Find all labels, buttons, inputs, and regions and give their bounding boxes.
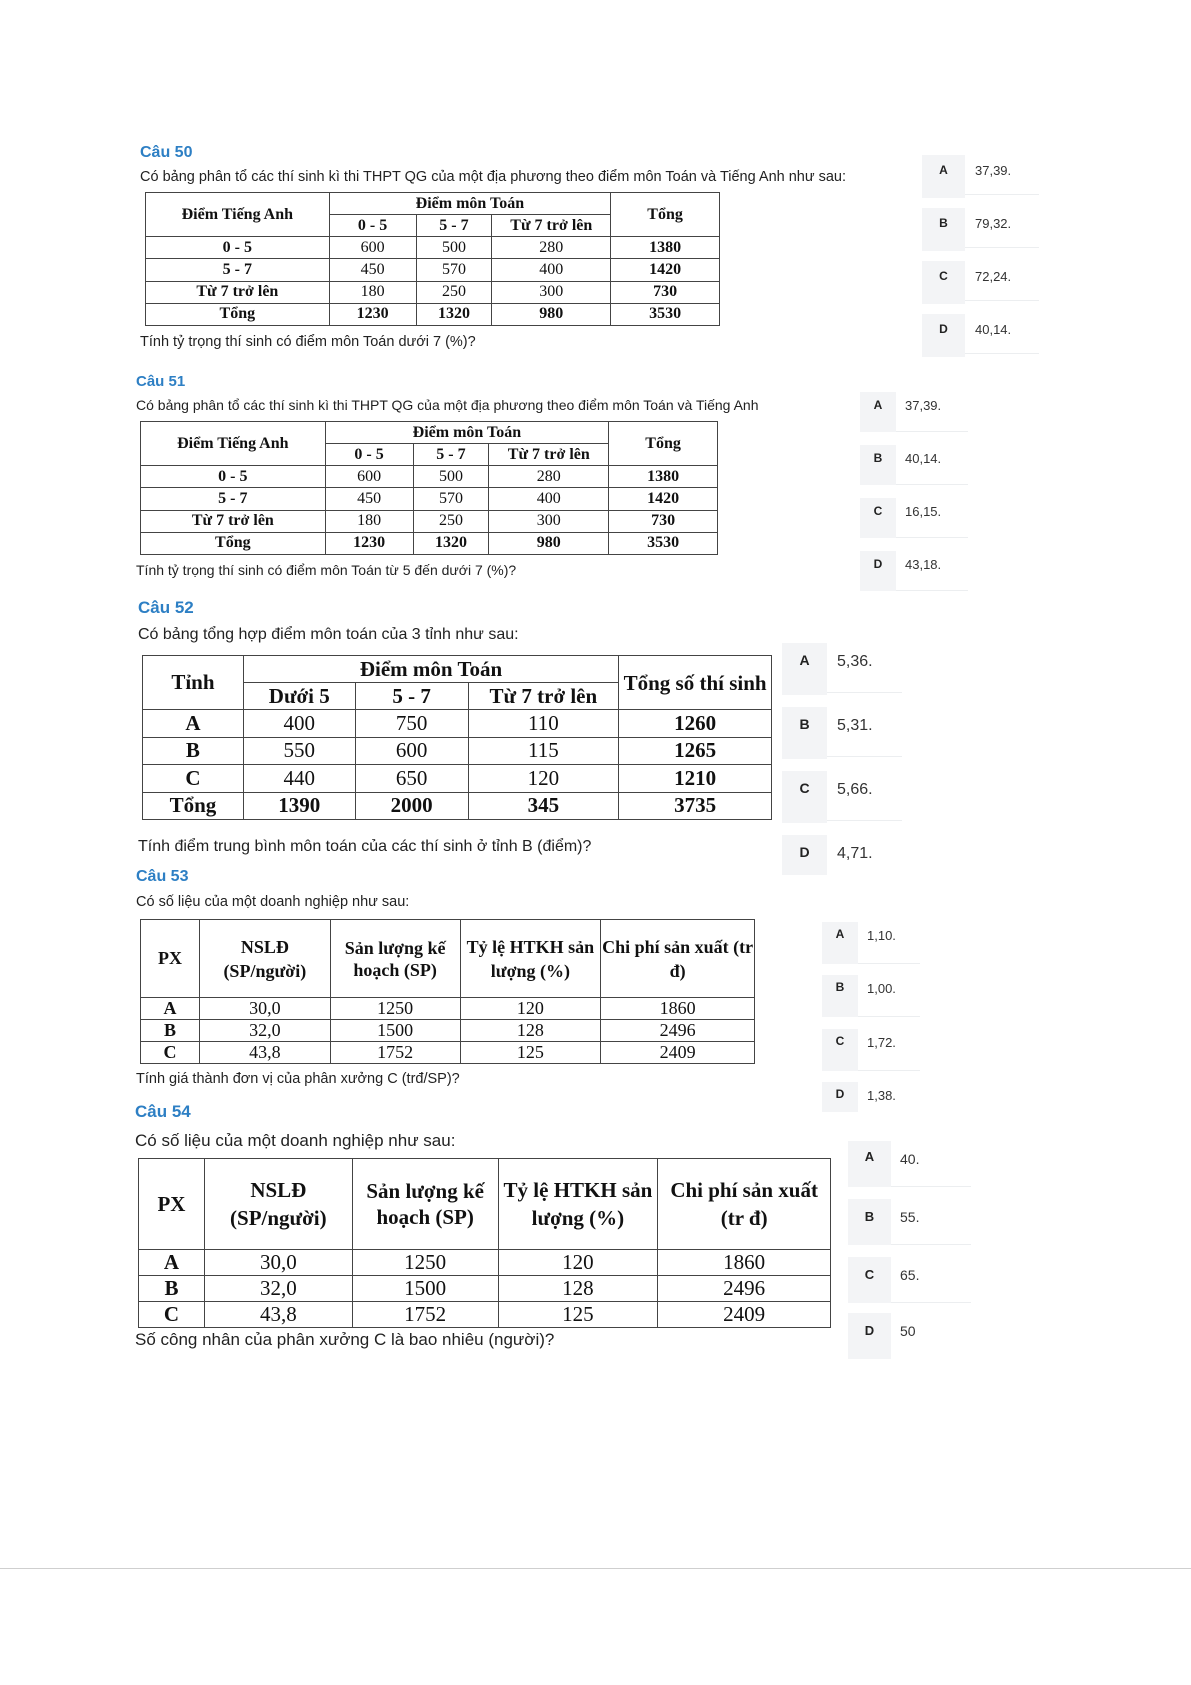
question-intro: Có số liệu của một doanh nghiệp như sau: — [136, 894, 410, 910]
cell: 115 — [468, 737, 619, 765]
table-row — [139, 1302, 831, 1328]
option-a[interactable] — [822, 922, 920, 964]
table-row — [141, 1042, 755, 1064]
cell: 600 — [329, 237, 416, 259]
cell: B — [141, 1020, 200, 1042]
row-header: Tỉnh — [143, 656, 244, 710]
cell: 1265 — [619, 737, 772, 765]
option-a[interactable] — [782, 643, 902, 695]
cell: 980 — [492, 303, 611, 325]
cell: Từ 7 trở lên — [141, 510, 326, 532]
option-d[interactable] — [848, 1313, 971, 1359]
score-distribution-table — [145, 192, 720, 326]
option-label: A — [848, 1141, 891, 1187]
question-prompt: Tính giá thành đơn vị của phân xưởng C (trđ/SP)? — [136, 1071, 460, 1087]
cell: Tổng — [143, 792, 244, 820]
cell: 180 — [329, 281, 416, 303]
cell: 5 - 7 — [141, 488, 326, 510]
cell: 400 — [489, 488, 609, 510]
sub-header: 5 - 7 — [416, 215, 492, 237]
cell: 300 — [489, 510, 609, 532]
cell: 1860 — [601, 998, 755, 1020]
option-label: C — [860, 498, 896, 538]
option-a[interactable] — [848, 1141, 971, 1187]
header-cell: Chi phí sản xuất (tr đ) — [601, 920, 755, 998]
option-label: D — [922, 314, 965, 357]
cell: B — [143, 737, 244, 765]
table-row — [143, 710, 772, 738]
cell: 125 — [498, 1302, 658, 1328]
cell: 120 — [468, 765, 619, 793]
enterprise-data-table — [140, 919, 755, 1064]
cell: 730 — [611, 281, 720, 303]
cell: 30,0 — [204, 1250, 352, 1276]
cell: 32,0 — [204, 1276, 352, 1302]
option-label: B — [822, 975, 858, 1017]
cell: 730 — [609, 510, 718, 532]
cell: 1250 — [330, 998, 460, 1020]
page-divider — [0, 1568, 1191, 1569]
option-d[interactable] — [922, 314, 1039, 357]
cell: 400 — [492, 259, 611, 281]
option-label: A — [922, 155, 965, 198]
option-value: 79,32. — [965, 208, 1039, 248]
cell: A — [141, 998, 200, 1020]
option-label: B — [848, 1199, 891, 1245]
sub-header: Từ 7 trở lên — [492, 215, 611, 237]
cell: 1250 — [352, 1250, 498, 1276]
cell: 300 — [492, 281, 611, 303]
cell: 550 — [243, 737, 355, 765]
table-row — [146, 259, 720, 281]
table-row — [141, 532, 718, 554]
header-cell: Chi phí sản xuất (tr đ) — [658, 1159, 831, 1250]
cell: 1500 — [352, 1276, 498, 1302]
table-row — [141, 510, 718, 532]
header-cell: PX — [141, 920, 200, 998]
cell: 0 - 5 — [141, 466, 326, 488]
cell: 110 — [468, 710, 619, 738]
option-d[interactable] — [782, 835, 902, 875]
row-header: Điểm Tiếng Anh — [146, 193, 330, 237]
option-value: 5,31. — [827, 707, 902, 757]
cell: 980 — [489, 532, 609, 554]
sub-header: Dưới 5 — [243, 683, 355, 710]
option-d[interactable] — [822, 1082, 920, 1112]
cell: 3530 — [609, 532, 718, 554]
cell: 1420 — [611, 259, 720, 281]
option-value: 1,38. — [867, 1088, 896, 1103]
header-cell: Tỷ lệ HTKH sản lượng (%) — [460, 920, 601, 998]
cell: 440 — [243, 765, 355, 793]
cell: 3530 — [611, 303, 720, 325]
cell: 32,0 — [199, 1020, 330, 1042]
cell: Tổng — [141, 532, 326, 554]
option-label: B — [860, 445, 896, 485]
table-row — [146, 281, 720, 303]
header-cell: Sản lượng kế hoạch (SP) — [330, 920, 460, 998]
cell: 128 — [498, 1276, 658, 1302]
option-label: C — [922, 261, 965, 304]
cell: 43,8 — [199, 1042, 330, 1064]
cell: 1230 — [325, 532, 413, 554]
cell: 280 — [489, 466, 609, 488]
cell: 1260 — [619, 710, 772, 738]
total-header: Tổng — [609, 422, 718, 466]
option-value: 16,15. — [896, 498, 968, 538]
cell: 500 — [413, 466, 489, 488]
cell: 2409 — [601, 1042, 755, 1064]
cell: 345 — [468, 792, 619, 820]
option-b[interactable] — [782, 707, 902, 759]
option-label: C — [848, 1257, 891, 1303]
option-c[interactable] — [860, 498, 968, 538]
cell: 120 — [460, 998, 601, 1020]
cell: 1380 — [609, 466, 718, 488]
cell: 570 — [413, 488, 489, 510]
cell: 600 — [355, 737, 468, 765]
cell: 128 — [460, 1020, 601, 1042]
cell: Tổng — [146, 303, 330, 325]
option-value: 65. — [891, 1257, 971, 1303]
question-intro: Có số liệu của một doanh nghiệp như sau: — [135, 1131, 456, 1150]
option-value: 40. — [891, 1141, 971, 1187]
question-intro: Có bảng phân tổ các thí sinh kì thi THPT QG của một địa phương theo điểm môn Toán và Tiếng Anh như sau: — [140, 169, 847, 185]
option-value: 5,66. — [827, 771, 902, 821]
enterprise-data-table — [138, 1158, 831, 1328]
cell: 30,0 — [199, 998, 330, 1020]
option-label: A — [782, 643, 827, 695]
option-d[interactable] — [860, 551, 968, 591]
cell: 1320 — [413, 532, 489, 554]
cell: 2409 — [658, 1302, 831, 1328]
option-value: 72,24. — [965, 261, 1039, 301]
sub-header: Từ 7 trở lên — [489, 444, 609, 466]
table-row — [141, 488, 718, 510]
table-row — [141, 998, 755, 1020]
cell: 1380 — [611, 237, 720, 259]
question-title: Câu 50 — [140, 144, 193, 161]
total-header: Tổng — [611, 193, 720, 237]
table-row — [139, 1276, 831, 1302]
cell: 5 - 7 — [146, 259, 330, 281]
option-value: 1,10. — [858, 922, 920, 964]
option-value: 5,36. — [827, 643, 902, 693]
option-value: 37,39. — [965, 155, 1039, 195]
table-row — [143, 765, 772, 793]
header-cell: NSLĐ (SP/người) — [204, 1159, 352, 1250]
cell: 600 — [325, 466, 413, 488]
option-c[interactable] — [922, 261, 1039, 304]
option-label: D — [860, 551, 896, 591]
cell: 43,8 — [204, 1302, 352, 1328]
question-prompt: Tính điểm trung bình môn toán của các thí sinh ở tỉnh B (điểm)? — [138, 838, 592, 855]
option-label: A — [822, 922, 858, 964]
table-row — [139, 1250, 831, 1276]
option-value: 55. — [891, 1199, 971, 1245]
option-value: 50 — [900, 1323, 916, 1339]
cell: 570 — [416, 259, 492, 281]
cell: B — [139, 1276, 205, 1302]
cell: 250 — [413, 510, 489, 532]
option-label: B — [922, 208, 965, 251]
question-title: Câu 52 — [138, 598, 194, 617]
option-b[interactable] — [822, 975, 920, 1017]
option-value: 40,14. — [965, 314, 1039, 354]
option-c[interactable] — [782, 771, 902, 823]
option-b[interactable] — [860, 445, 968, 485]
option-b[interactable] — [922, 208, 1039, 251]
option-label: C — [822, 1029, 858, 1071]
option-a[interactable] — [922, 155, 1039, 198]
header-cell: Tỷ lệ HTKH sản lượng (%) — [498, 1159, 658, 1250]
cell: 1390 — [243, 792, 355, 820]
option-label: D — [848, 1313, 891, 1359]
cell: 1230 — [329, 303, 416, 325]
total-header: Tổng số thí sinh — [619, 656, 772, 710]
cell: 125 — [460, 1042, 601, 1064]
cell: 0 - 5 — [146, 237, 330, 259]
cell: A — [139, 1250, 205, 1276]
cell: 450 — [325, 488, 413, 510]
option-value: 43,18. — [896, 551, 968, 591]
cell: 400 — [243, 710, 355, 738]
cell: C — [143, 765, 244, 793]
table-row — [143, 737, 772, 765]
cell: 2000 — [355, 792, 468, 820]
cell: Từ 7 trở lên — [146, 281, 330, 303]
cell: 1752 — [352, 1302, 498, 1328]
group-header: Điểm môn Toán — [243, 656, 618, 683]
cell: 500 — [416, 237, 492, 259]
option-value: 37,39. — [896, 392, 968, 432]
cell: 650 — [355, 765, 468, 793]
cell: 1320 — [416, 303, 492, 325]
cell: 280 — [492, 237, 611, 259]
option-value: 1,00. — [858, 975, 920, 1017]
row-header: Điểm Tiếng Anh — [141, 422, 326, 466]
question-intro: Có bảng tổng hợp điểm môn toán của 3 tỉnh như sau: — [138, 626, 519, 643]
option-label: D — [822, 1082, 858, 1112]
group-header: Điểm môn Toán — [325, 422, 609, 444]
header-cell: NSLĐ (SP/người) — [199, 920, 330, 998]
sub-header: Từ 7 trở lên — [468, 683, 619, 710]
province-score-table — [142, 655, 772, 820]
option-c[interactable] — [822, 1029, 920, 1071]
sub-header: 5 - 7 — [413, 444, 489, 466]
cell: A — [143, 710, 244, 738]
cell: 3735 — [619, 792, 772, 820]
cell: C — [141, 1042, 200, 1064]
cell: 1500 — [330, 1020, 460, 1042]
table-row — [141, 1020, 755, 1042]
cell: 250 — [416, 281, 492, 303]
cell: 2496 — [601, 1020, 755, 1042]
cell: 120 — [498, 1250, 658, 1276]
table-row — [143, 792, 772, 820]
cell: 750 — [355, 710, 468, 738]
option-label: C — [782, 771, 827, 823]
score-distribution-table — [140, 421, 718, 555]
question-intro: Có bảng phân tổ các thí sinh kì thi THPT QG của một địa phương theo điểm môn Toán và Tiếng Anh — [136, 397, 759, 413]
question-title: Câu 54 — [135, 1102, 191, 1121]
option-value: 4,71. — [837, 845, 873, 862]
option-a[interactable] — [860, 392, 968, 432]
option-value: 1,72. — [858, 1029, 920, 1071]
cell: 1752 — [330, 1042, 460, 1064]
group-header: Điểm môn Toán — [329, 193, 611, 215]
cell: 450 — [329, 259, 416, 281]
sub-header: 0 - 5 — [329, 215, 416, 237]
question-prompt: Tính tỷ trọng thí sinh có điểm môn Toán từ 5 đến dưới 7 (%)? — [136, 562, 517, 578]
question-prompt: Tính tỷ trọng thí sinh có điểm môn Toán dưới 7 (%)? — [140, 334, 476, 350]
question-title: Câu 51 — [136, 373, 186, 390]
sub-header: 5 - 7 — [355, 683, 468, 710]
option-label: B — [782, 707, 827, 759]
cell: 1210 — [619, 765, 772, 793]
sub-header: 0 - 5 — [325, 444, 413, 466]
cell: C — [139, 1302, 205, 1328]
header-cell: PX — [139, 1159, 205, 1250]
option-b[interactable] — [848, 1199, 971, 1245]
question-title: Câu 53 — [136, 868, 189, 885]
table-row — [146, 303, 720, 325]
option-label: D — [782, 835, 827, 875]
option-c[interactable] — [848, 1257, 971, 1303]
cell: 1420 — [609, 488, 718, 510]
header-cell: Sản lượng kế hoạch (SP) — [352, 1159, 498, 1250]
cell: 2496 — [658, 1276, 831, 1302]
option-label: A — [860, 392, 896, 432]
table-row — [141, 466, 718, 488]
question-prompt: Số công nhân của phân xưởng C là bao nhiêu (người)? — [135, 1330, 555, 1349]
cell: 1860 — [658, 1250, 831, 1276]
option-value: 40,14. — [896, 445, 968, 485]
cell: 180 — [325, 510, 413, 532]
table-row — [146, 237, 720, 259]
